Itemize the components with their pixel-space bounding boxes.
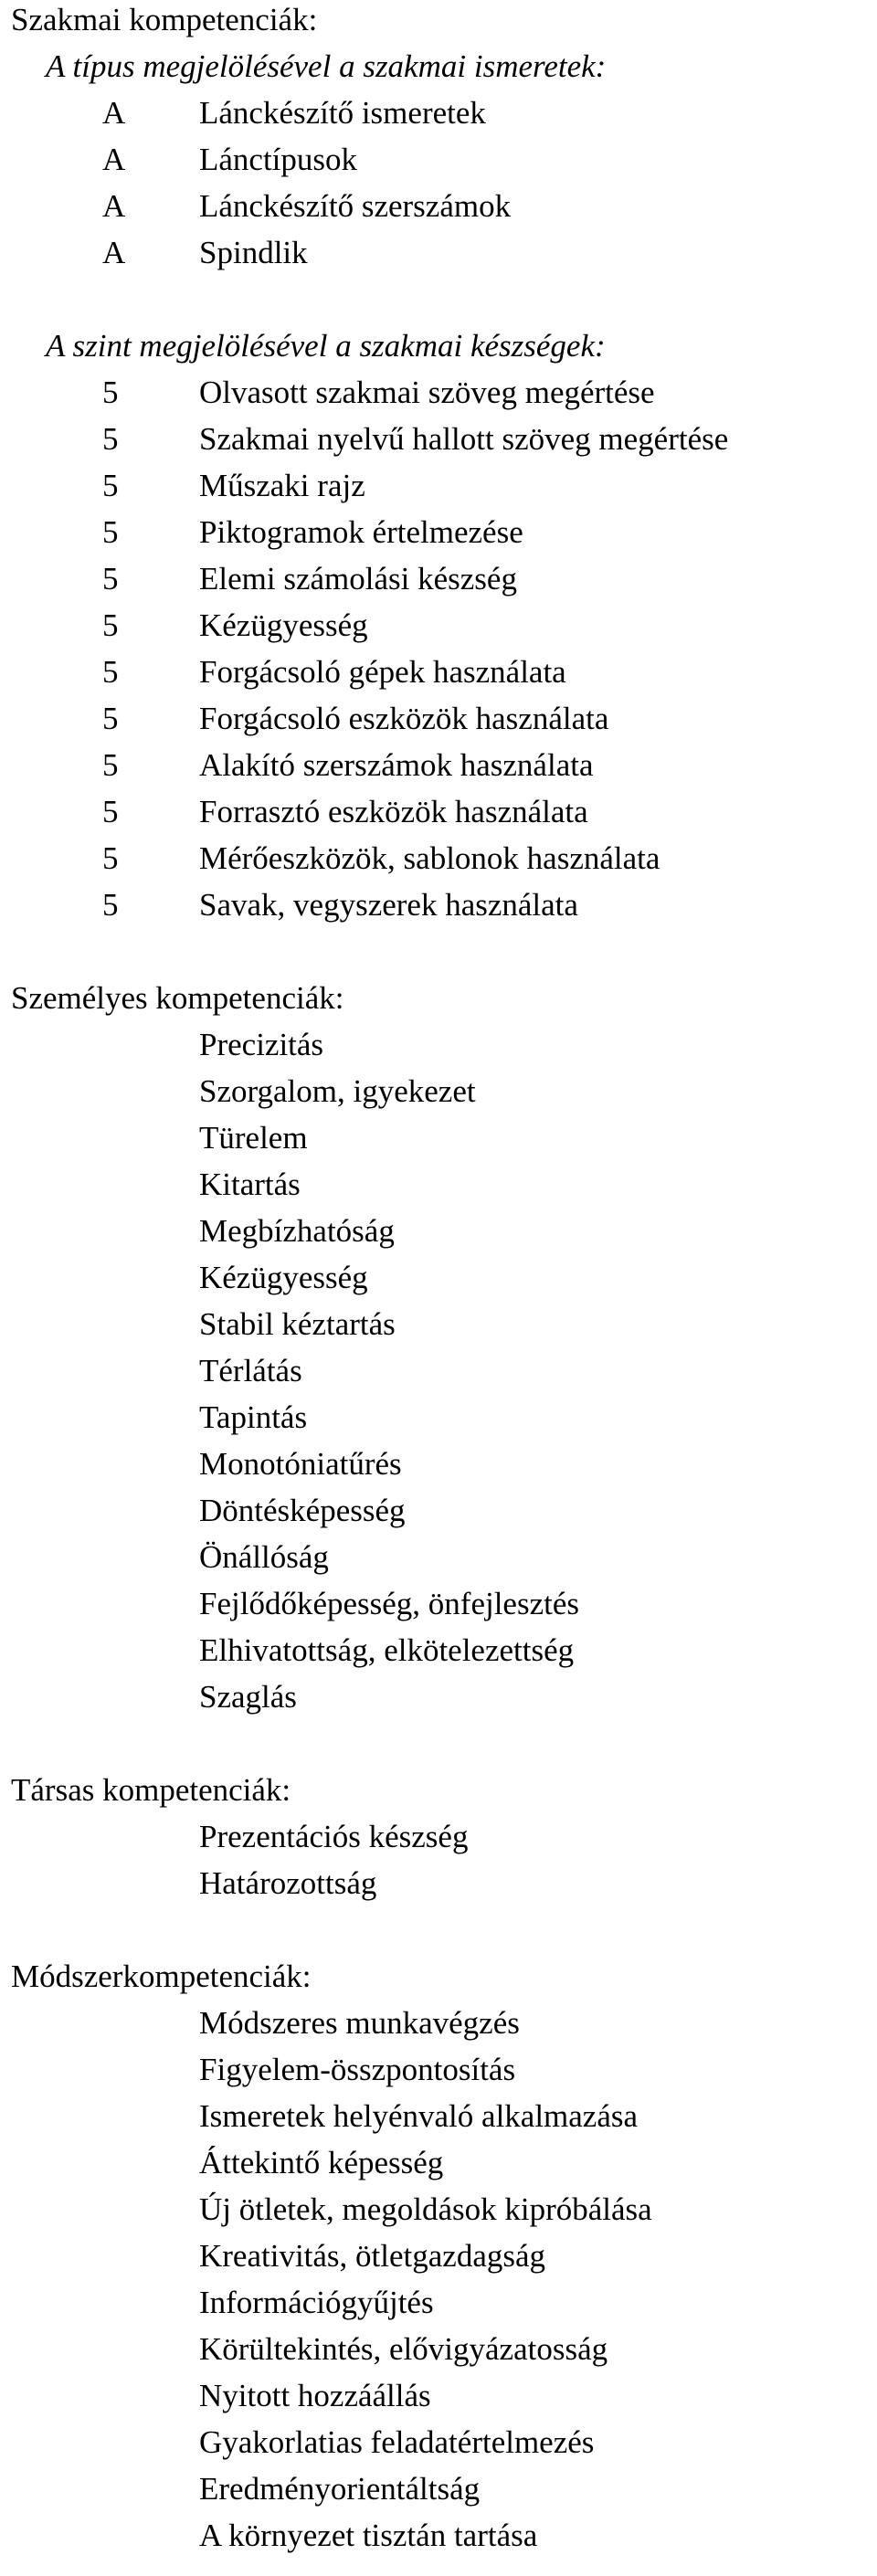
keszseg-item: Elemi számolási készség — [199, 561, 517, 596]
ismeret-item: Lánckészítő szerszámok — [199, 188, 512, 224]
keszseg-level: 5 — [102, 794, 119, 829]
section-heading-szakmai: Szakmai kompetenciák: — [11, 2, 318, 37]
keszseg-item: Forgácsoló gépek használata — [199, 654, 566, 690]
modszer-item: A környezet tisztán tartása — [199, 2518, 538, 2553]
ismeret-type-code: A — [102, 95, 126, 131]
keszseg-level: 5 — [102, 421, 119, 457]
keszseg-item: Kézügyesség — [199, 607, 368, 643]
keszseg-item: Forgácsoló eszközök használata — [199, 701, 609, 736]
ismeret-item: Lánctípusok — [199, 142, 358, 177]
keszseg-level: 5 — [102, 375, 119, 410]
keszseg-level: 5 — [102, 468, 119, 503]
ismeret-type-code: A — [102, 142, 126, 177]
modszer-item: Ismeretek helyénvaló alkalmazása — [199, 2098, 639, 2134]
keszseg-item: Műszaki rajz — [199, 468, 365, 503]
keszseg-item: Alakító szerszámok használata — [199, 747, 594, 783]
ismeret-type-code: A — [102, 235, 126, 270]
section-heading-tarsas: Társas kompetenciák: — [11, 1772, 291, 1808]
szemelyes-item: Térlátás — [199, 1353, 302, 1388]
szemelyes-item: Elhivatottság, elkötelezettség — [199, 1632, 575, 1668]
keszseg-level: 5 — [102, 887, 119, 923]
modszer-item: Információgyűjtés — [199, 2285, 434, 2320]
szemelyes-item: Kézügyesség — [199, 1260, 368, 1295]
ismeret-item: Spindlik — [199, 235, 308, 270]
ismeret-item: Lánckészítő ismeretek — [199, 95, 486, 131]
modszer-item: Gyakorlatias feladatértelmezés — [199, 2424, 595, 2460]
modszer-item: Módszeres munkavégzés — [199, 2005, 520, 2041]
keszseg-level: 5 — [102, 607, 119, 643]
szemelyes-item: Megbízhatóság — [199, 1213, 395, 1249]
modszer-item: Kreativitás, ötletgazdagság — [199, 2238, 546, 2274]
subheading-keszsegek: A szint megjelölésével a szakmai készségek: — [46, 328, 606, 364]
szemelyes-item: Döntésképesség — [199, 1493, 406, 1528]
section-heading-szemelyes: Személyes kompetenciák: — [11, 980, 344, 1016]
subheading-ismeretek: A típus megjelölésével a szakmai ismeretek: — [46, 48, 607, 84]
tarsas-item: Határozottság — [199, 1865, 377, 1901]
modszer-item: Áttekintő képesség — [199, 2145, 444, 2180]
szemelyes-item: Monotóniatűrés — [199, 1446, 402, 1482]
szemelyes-item: Önállóság — [199, 1539, 329, 1575]
modszer-item: Figyelem-összpontosítás — [199, 2052, 516, 2087]
modszer-item: Körültekintés, elővigyázatosság — [199, 2331, 608, 2367]
tarsas-item: Prezentációs készség — [199, 1819, 469, 1854]
szemelyes-item: Türelem — [199, 1120, 308, 1156]
keszseg-level: 5 — [102, 840, 119, 876]
keszseg-level: 5 — [102, 514, 119, 550]
keszseg-level: 5 — [102, 701, 119, 736]
modszer-item: Nyitott hozzáállás — [199, 2378, 431, 2413]
keszseg-item: Piktogramok értelmezése — [199, 514, 523, 550]
keszseg-level: 5 — [102, 561, 119, 596]
modszer-item: Eredményorientáltság — [199, 2471, 481, 2507]
keszseg-item: Savak, vegyszerek használata — [199, 887, 578, 923]
keszseg-item: Olvasott szakmai szöveg megértése — [199, 375, 655, 410]
section-heading-modszer: Módszerkompetenciák: — [11, 1958, 312, 1994]
szemelyes-item: Kitartás — [199, 1167, 301, 1202]
szemelyes-item: Stabil kéztartás — [199, 1306, 396, 1342]
modszer-item: Új ötletek, megoldások kipróbálása — [199, 2191, 652, 2227]
keszseg-level: 5 — [102, 747, 119, 783]
szemelyes-item: Fejlődőképesség, önfejlesztés — [199, 1586, 580, 1621]
keszseg-item: Forrasztó eszközök használata — [199, 794, 588, 829]
szemelyes-item: Tapintás — [199, 1399, 308, 1435]
ismeret-type-code: A — [102, 188, 126, 224]
keszseg-level: 5 — [102, 654, 119, 690]
keszseg-item: Mérőeszközök, sablonok használata — [199, 840, 660, 876]
szemelyes-item: Szorgalom, igyekezet — [199, 1073, 476, 1109]
keszseg-item: Szakmai nyelvű hallott szöveg megértése — [199, 421, 729, 457]
szemelyes-item: Precizitás — [199, 1027, 324, 1062]
szemelyes-item: Szaglás — [199, 1679, 297, 1715]
